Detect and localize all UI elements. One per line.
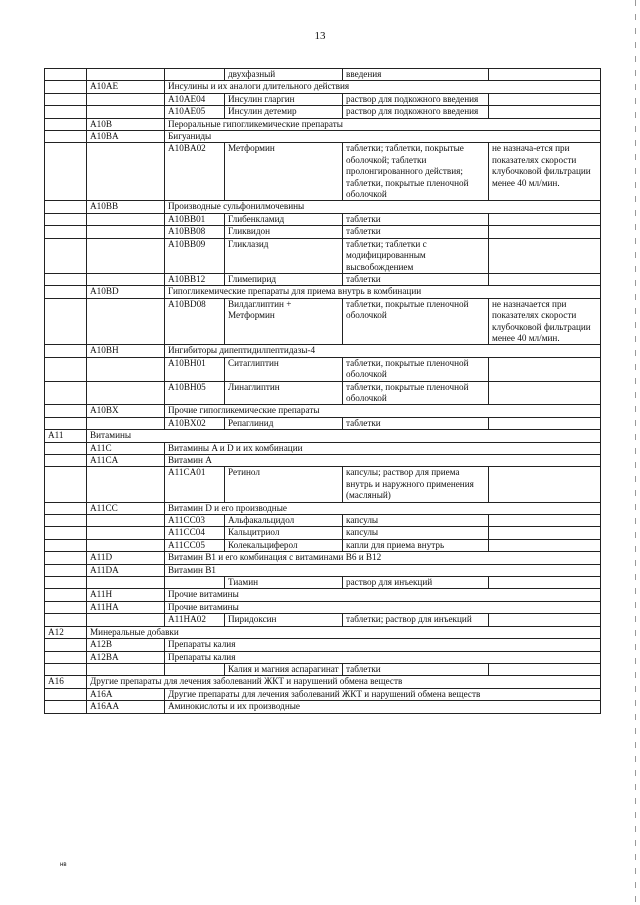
atc-level1-cell [45, 238, 87, 273]
drug-list-table [44, 68, 601, 714]
atc-group-title-cell: Витамины [87, 430, 601, 442]
atc-level1-cell [45, 455, 87, 467]
drug-name-cell: Пиридоксин [225, 614, 343, 626]
table-row [45, 381, 601, 405]
dosage-form-cell: таблетки; таблетки с модифицированным высвобождением [343, 238, 489, 273]
atc-code-cell: A10BH [87, 345, 165, 357]
drug-name-cell: Кальцитриол [225, 527, 343, 539]
atc-subcode-cell: A11CC05 [165, 539, 225, 551]
table-row [45, 93, 601, 105]
atc-code-cell: A11DA [87, 564, 165, 576]
atc-code-cell: A11D [87, 552, 165, 564]
atc-level1-cell [45, 515, 87, 527]
atc-code-cell [87, 298, 165, 345]
atc-code-cell: A12BA [87, 651, 165, 663]
atc-code-cell [87, 273, 165, 285]
atc-subcode-cell: A10BB12 [165, 273, 225, 285]
dosage-form-cell: капли для приема внутрь [343, 539, 489, 551]
atc-subcode-cell: A10BH01 [165, 357, 225, 381]
drug-name-cell: Глибенкламид [225, 213, 343, 225]
atc-code-cell: A11C [87, 442, 165, 454]
atc-subcode-cell: A10BB01 [165, 213, 225, 225]
atc-code-cell [87, 467, 165, 502]
note-cell [489, 106, 601, 118]
dosage-form-cell: таблетки [343, 226, 489, 238]
table-row [45, 515, 601, 527]
atc-level1-cell [45, 688, 87, 700]
scan-edge [635, 0, 636, 905]
table-row [45, 81, 601, 93]
table-row [45, 552, 601, 564]
atc-group-title-cell: Инсулины и их аналоги длительного действия [165, 81, 601, 93]
note-cell [489, 527, 601, 539]
atc-level1-cell [45, 502, 87, 514]
drug-name-cell: Альфакальцидол [225, 515, 343, 527]
atc-code-cell: A10BB [87, 201, 165, 213]
drug-name-cell: Метформин [225, 143, 343, 201]
atc-group-title-cell: Витамин B1 [165, 564, 601, 576]
note-cell [489, 515, 601, 527]
note-cell [489, 381, 601, 405]
atc-level1-cell [45, 81, 87, 93]
atc-code-cell [87, 143, 165, 201]
atc-level1-cell [45, 577, 87, 589]
atc-level1-cell [45, 651, 87, 663]
atc-level1-cell: A11 [45, 430, 87, 442]
drug-name-cell: Глимепирид [225, 273, 343, 285]
atc-subcode-cell: A11CC04 [165, 527, 225, 539]
atc-group-title-cell: Аминокислоты и их производные [165, 701, 601, 713]
drug-name-cell: Инсулин гларгин [225, 93, 343, 105]
note-cell [489, 417, 601, 429]
note-cell [489, 357, 601, 381]
dosage-form-cell: капсулы [343, 515, 489, 527]
atc-code-cell: A10BD [87, 286, 165, 298]
drug-name-cell: Инсулин детемир [225, 106, 343, 118]
atc-subcode-cell [165, 69, 225, 81]
atc-code-cell [87, 577, 165, 589]
atc-group-title-cell: Производные сульфонилмочевины [165, 201, 601, 213]
atc-level1-cell [45, 93, 87, 105]
page-number: 13 [314, 30, 326, 42]
table-row [45, 651, 601, 663]
dosage-form-cell: капсулы [343, 527, 489, 539]
atc-level1-cell [45, 639, 87, 651]
atc-subcode-cell [165, 663, 225, 675]
table-row [45, 502, 601, 514]
note-cell [489, 238, 601, 273]
atc-code-cell [87, 106, 165, 118]
atc-level1-cell [45, 118, 87, 130]
dosage-form-cell: раствор для инъекций [343, 577, 489, 589]
dosage-form-cell: таблетки [343, 213, 489, 225]
table-row [45, 626, 601, 638]
atc-code-cell [87, 226, 165, 238]
atc-code-cell [87, 663, 165, 675]
atc-group-title-cell: Гипогликемические препараты для приема внутрь в комбинации [165, 286, 601, 298]
note-cell: не назначается при показателях скорости клубочковой фильтрации менее 40 мл/мин. [489, 298, 601, 345]
atc-code-cell: A10BX [87, 405, 165, 417]
atc-level1-cell [45, 286, 87, 298]
table-row [45, 430, 601, 442]
dosage-form-cell: таблетки, покрытые пленочной оболочкой [343, 381, 489, 405]
dosage-form-cell: таблетки; раствор для инъекций [343, 614, 489, 626]
atc-code-cell: A11CA [87, 455, 165, 467]
note-cell [489, 539, 601, 551]
drug-name-cell: Вилдаглиптин + Метформин [225, 298, 343, 345]
table-row [45, 676, 601, 688]
atc-level1-cell [45, 614, 87, 626]
atc-code-cell: A11HA [87, 601, 165, 613]
atc-level1-cell [45, 69, 87, 81]
atc-group-title-cell: Препараты калия [165, 639, 601, 651]
table-row [45, 455, 601, 467]
atc-subcode-cell: A10BX02 [165, 417, 225, 429]
table-row [45, 273, 601, 285]
atc-level1-cell [45, 143, 87, 201]
table-row [45, 286, 601, 298]
atc-code-cell: A12B [87, 639, 165, 651]
drug-name-cell: Гликлазид [225, 238, 343, 273]
atc-code-cell: A10B [87, 118, 165, 130]
table-row [45, 527, 601, 539]
atc-group-title-cell: Прочие гипогликемические препараты [165, 405, 601, 417]
dosage-form-cell: таблетки [343, 417, 489, 429]
atc-group-title-cell: Витамин D и его производные [165, 502, 601, 514]
atc-level1-cell [45, 405, 87, 417]
atc-code-cell: A16A [87, 688, 165, 700]
atc-group-title-cell: Витамин A [165, 455, 601, 467]
dosage-form-cell: капсулы; раствор для приема внутрь и наружного применения (масляный) [343, 467, 489, 502]
table-row [45, 131, 601, 143]
atc-code-cell [87, 69, 165, 81]
atc-code-cell [87, 539, 165, 551]
atc-group-title-cell: Бигуаниды [165, 131, 601, 143]
atc-level1-cell [45, 564, 87, 576]
note-cell [489, 226, 601, 238]
table-row [45, 69, 601, 81]
atc-level1-cell [45, 701, 87, 713]
table-body [45, 69, 601, 714]
table-row [45, 143, 601, 201]
atc-group-title-cell: Прочие витамины [165, 601, 601, 613]
atc-level1-cell [45, 298, 87, 345]
note-cell [489, 663, 601, 675]
atc-level1-cell [45, 417, 87, 429]
note-cell [489, 577, 601, 589]
table-row [45, 589, 601, 601]
atc-level1-cell [45, 213, 87, 225]
atc-code-cell [87, 527, 165, 539]
atc-code-cell: A10AE [87, 81, 165, 93]
atc-level1-cell [45, 663, 87, 675]
table-row [45, 601, 601, 613]
drug-name-cell: Калия и магния аспарагинат [225, 663, 343, 675]
atc-level1-cell [45, 467, 87, 502]
note-cell [489, 69, 601, 81]
atc-code-cell: A10BA [87, 131, 165, 143]
dosage-form-cell: раствор для подкожного введения [343, 93, 489, 105]
dosage-form-cell: введения [343, 69, 489, 81]
atc-level1-cell [45, 527, 87, 539]
atc-code-cell [87, 515, 165, 527]
drug-name-cell: Гликвидон [225, 226, 343, 238]
table-row [45, 201, 601, 213]
atc-level1-cell [45, 442, 87, 454]
table-row [45, 467, 601, 502]
table-row [45, 357, 601, 381]
atc-group-title-cell: Минеральные добавки [87, 626, 601, 638]
table-row [45, 564, 601, 576]
atc-level1-cell [45, 357, 87, 381]
atc-subcode-cell: A11CC03 [165, 515, 225, 527]
atc-code-cell [87, 614, 165, 626]
atc-code-cell: A16AA [87, 701, 165, 713]
atc-level1-cell [45, 345, 87, 357]
atc-subcode-cell: A10BD08 [165, 298, 225, 345]
dosage-form-cell: таблетки, покрытые пленочной оболочкой [343, 357, 489, 381]
atc-level1-cell [45, 552, 87, 564]
atc-subcode-cell: A11HA02 [165, 614, 225, 626]
atc-code-cell [87, 93, 165, 105]
atc-subcode-cell: A11CA01 [165, 467, 225, 502]
table-row [45, 614, 601, 626]
note-cell [489, 213, 601, 225]
atc-level1-cell [45, 589, 87, 601]
atc-level1-cell [45, 131, 87, 143]
drug-name-cell: Ретинол [225, 467, 343, 502]
table-row [45, 577, 601, 589]
drug-name-cell: Тиамин [225, 577, 343, 589]
atc-level1-cell: A12 [45, 626, 87, 638]
atc-level1-cell [45, 381, 87, 405]
atc-code-cell: A11H [87, 589, 165, 601]
dosage-form-cell: таблетки [343, 273, 489, 285]
atc-subcode-cell [165, 577, 225, 589]
table-row [45, 238, 601, 273]
table-row [45, 226, 601, 238]
atc-subcode-cell: A10BB08 [165, 226, 225, 238]
atc-level1-cell [45, 201, 87, 213]
drug-name-cell: Линаглиптин [225, 381, 343, 405]
drug-name-cell: Ситаглиптин [225, 357, 343, 381]
table-row [45, 213, 601, 225]
atc-group-title-cell: Другие препараты для лечения заболеваний ЖКТ и нарушений обмена веществ [87, 676, 601, 688]
atc-group-title-cell: Витамины A и D и их комбинации [165, 442, 601, 454]
table-row [45, 688, 601, 700]
table-row [45, 639, 601, 651]
atc-level1-cell: A16 [45, 676, 87, 688]
atc-code-cell: A11CC [87, 502, 165, 514]
note-cell [489, 467, 601, 502]
table-row [45, 345, 601, 357]
table-row [45, 298, 601, 345]
table-row [45, 701, 601, 713]
atc-subcode-cell: A10AE05 [165, 106, 225, 118]
table-row [45, 118, 601, 130]
atc-group-title-cell: Прочие витамины [165, 589, 601, 601]
atc-level1-cell [45, 539, 87, 551]
atc-subcode-cell: A10BH05 [165, 381, 225, 405]
footer-mark: нв [60, 862, 67, 868]
atc-group-title-cell: Пероральные гипогликемические препараты [165, 118, 601, 130]
atc-level1-cell [45, 273, 87, 285]
dosage-form-cell: таблетки [343, 663, 489, 675]
table-row [45, 405, 601, 417]
atc-code-cell [87, 357, 165, 381]
drug-name-cell: Репаглинид [225, 417, 343, 429]
drug-name-cell: двухфазный [225, 69, 343, 81]
table-row [45, 663, 601, 675]
atc-level1-cell [45, 226, 87, 238]
dosage-form-cell: таблетки, покрытые пленочной оболочкой [343, 298, 489, 345]
table-row [45, 417, 601, 429]
atc-group-title-cell: Витамин B1 и его комбинация с витаминами B6 и B12 [165, 552, 601, 564]
atc-subcode-cell: A10AE04 [165, 93, 225, 105]
dosage-form-cell: таблетки; таблетки, покрытые оболочкой; таблетки пролонгированного действия; таблетки, покрытые пленочной оболочкой [343, 143, 489, 201]
atc-code-cell [87, 213, 165, 225]
atc-group-title-cell: Ингибиторы дипептидилпептидазы-4 [165, 345, 601, 357]
note-cell: не назнача-ется при показателях скорости клубочковой фильтрации менее 40 мл/мин. [489, 143, 601, 201]
dosage-form-cell: раствор для подкожного введения [343, 106, 489, 118]
atc-subcode-cell: A10BB09 [165, 238, 225, 273]
atc-group-title-cell: Другие препараты для лечения заболеваний ЖКТ и нарушений обмена веществ [165, 688, 601, 700]
atc-group-title-cell: Препараты калия [165, 651, 601, 663]
atc-level1-cell [45, 106, 87, 118]
atc-code-cell [87, 381, 165, 405]
note-cell [489, 273, 601, 285]
table-row [45, 539, 601, 551]
note-cell [489, 614, 601, 626]
atc-level1-cell [45, 601, 87, 613]
drug-name-cell: Колекальциферол [225, 539, 343, 551]
table-row [45, 442, 601, 454]
atc-code-cell [87, 238, 165, 273]
atc-code-cell [87, 417, 165, 429]
atc-subcode-cell: A10BA02 [165, 143, 225, 201]
table-row [45, 106, 601, 118]
note-cell [489, 93, 601, 105]
